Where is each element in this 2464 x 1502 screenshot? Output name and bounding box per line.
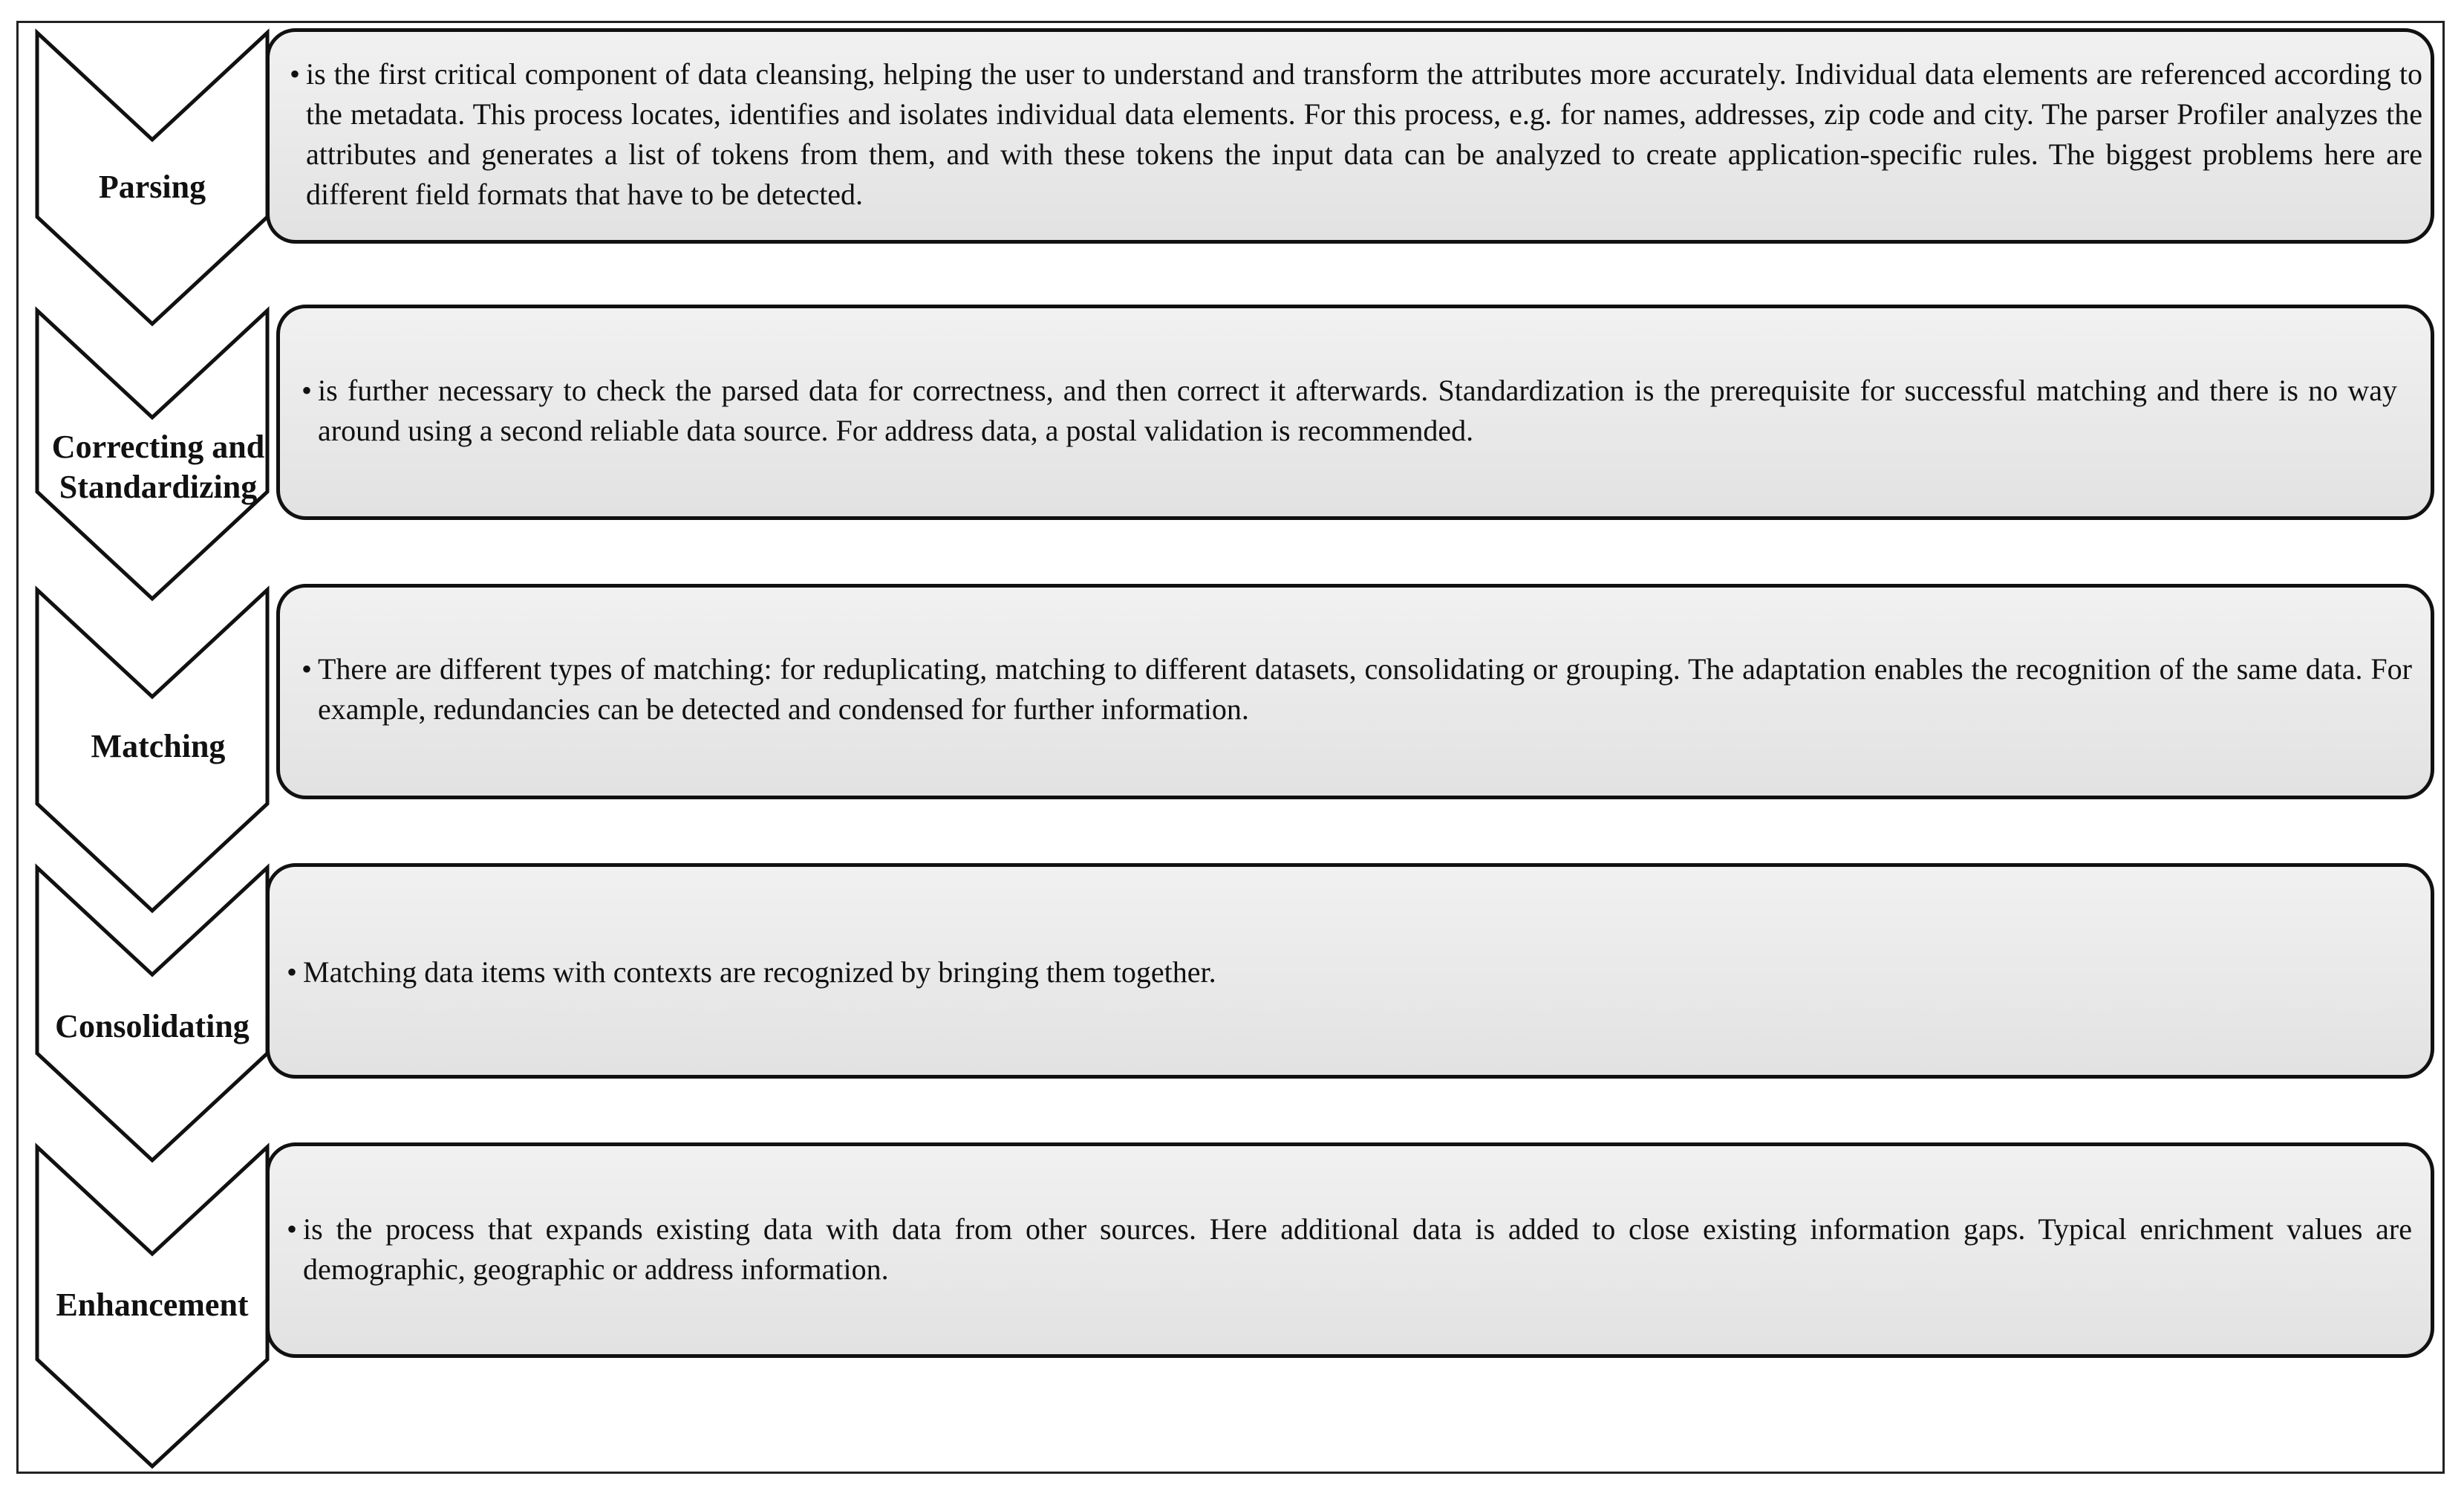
bullet-icon: • <box>290 57 301 91</box>
step-label-correcting: Correcting and Standardizing <box>51 429 265 505</box>
step-description-consolidating <box>287 952 2397 992</box>
step-description-text: is further necessary to check the parsed data for correctness, and then correct it afterwards. Standardization is the prerequisite for successful matching and there is no way around using a second reliable data source. For address data, a postal validation is recommended. <box>318 374 2397 447</box>
step-description-matching <box>302 649 2412 729</box>
bullet-icon: • <box>302 652 313 686</box>
step-label-matching: Matching <box>91 728 226 764</box>
step-description-text: is the first critical component of data cleansing, helping the user to understand and transform the attributes more accurately. Individual data elements are referenced according to the metadata. This process locates, identifies and isolates individual data elements. For this process, e.g. for names, addresses, zip code and city. The parser Profiler analyzes the attributes and generates a list of tokens from them, and with these tokens the input data can be analyzed to create application-specific rules. The biggest problems here are different field formats that have to be detected. <box>306 57 2422 211</box>
step-label-consolidating: Consolidating <box>55 1008 250 1044</box>
step-description-text: There are different types of matching: for reduplicating, matching to different datasets, consolidating or grouping. The adaptation enables the recognition of the same data. For example, redundancies can be detected and condensed for further information. <box>318 652 2412 726</box>
step-description-text: Matching data items with contexts are recognized by bringing them together. <box>303 955 1216 989</box>
step-label-enhancement: Enhancement <box>56 1287 249 1323</box>
bullet-icon: • <box>287 955 298 989</box>
bullet-icon: • <box>302 374 313 407</box>
step-label-parsing: Parsing <box>98 169 206 205</box>
step-description-parsing <box>290 54 2422 215</box>
step-description-correcting <box>302 371 2397 451</box>
bullet-icon: • <box>287 1212 298 1246</box>
step-description-text: is the process that expands existing data with data from other sources. Here additional data is added to close existing information gaps. Typical enrichment values are demographic, geographic or address information. <box>303 1212 2412 1286</box>
step-description-enhancement <box>287 1209 2412 1290</box>
